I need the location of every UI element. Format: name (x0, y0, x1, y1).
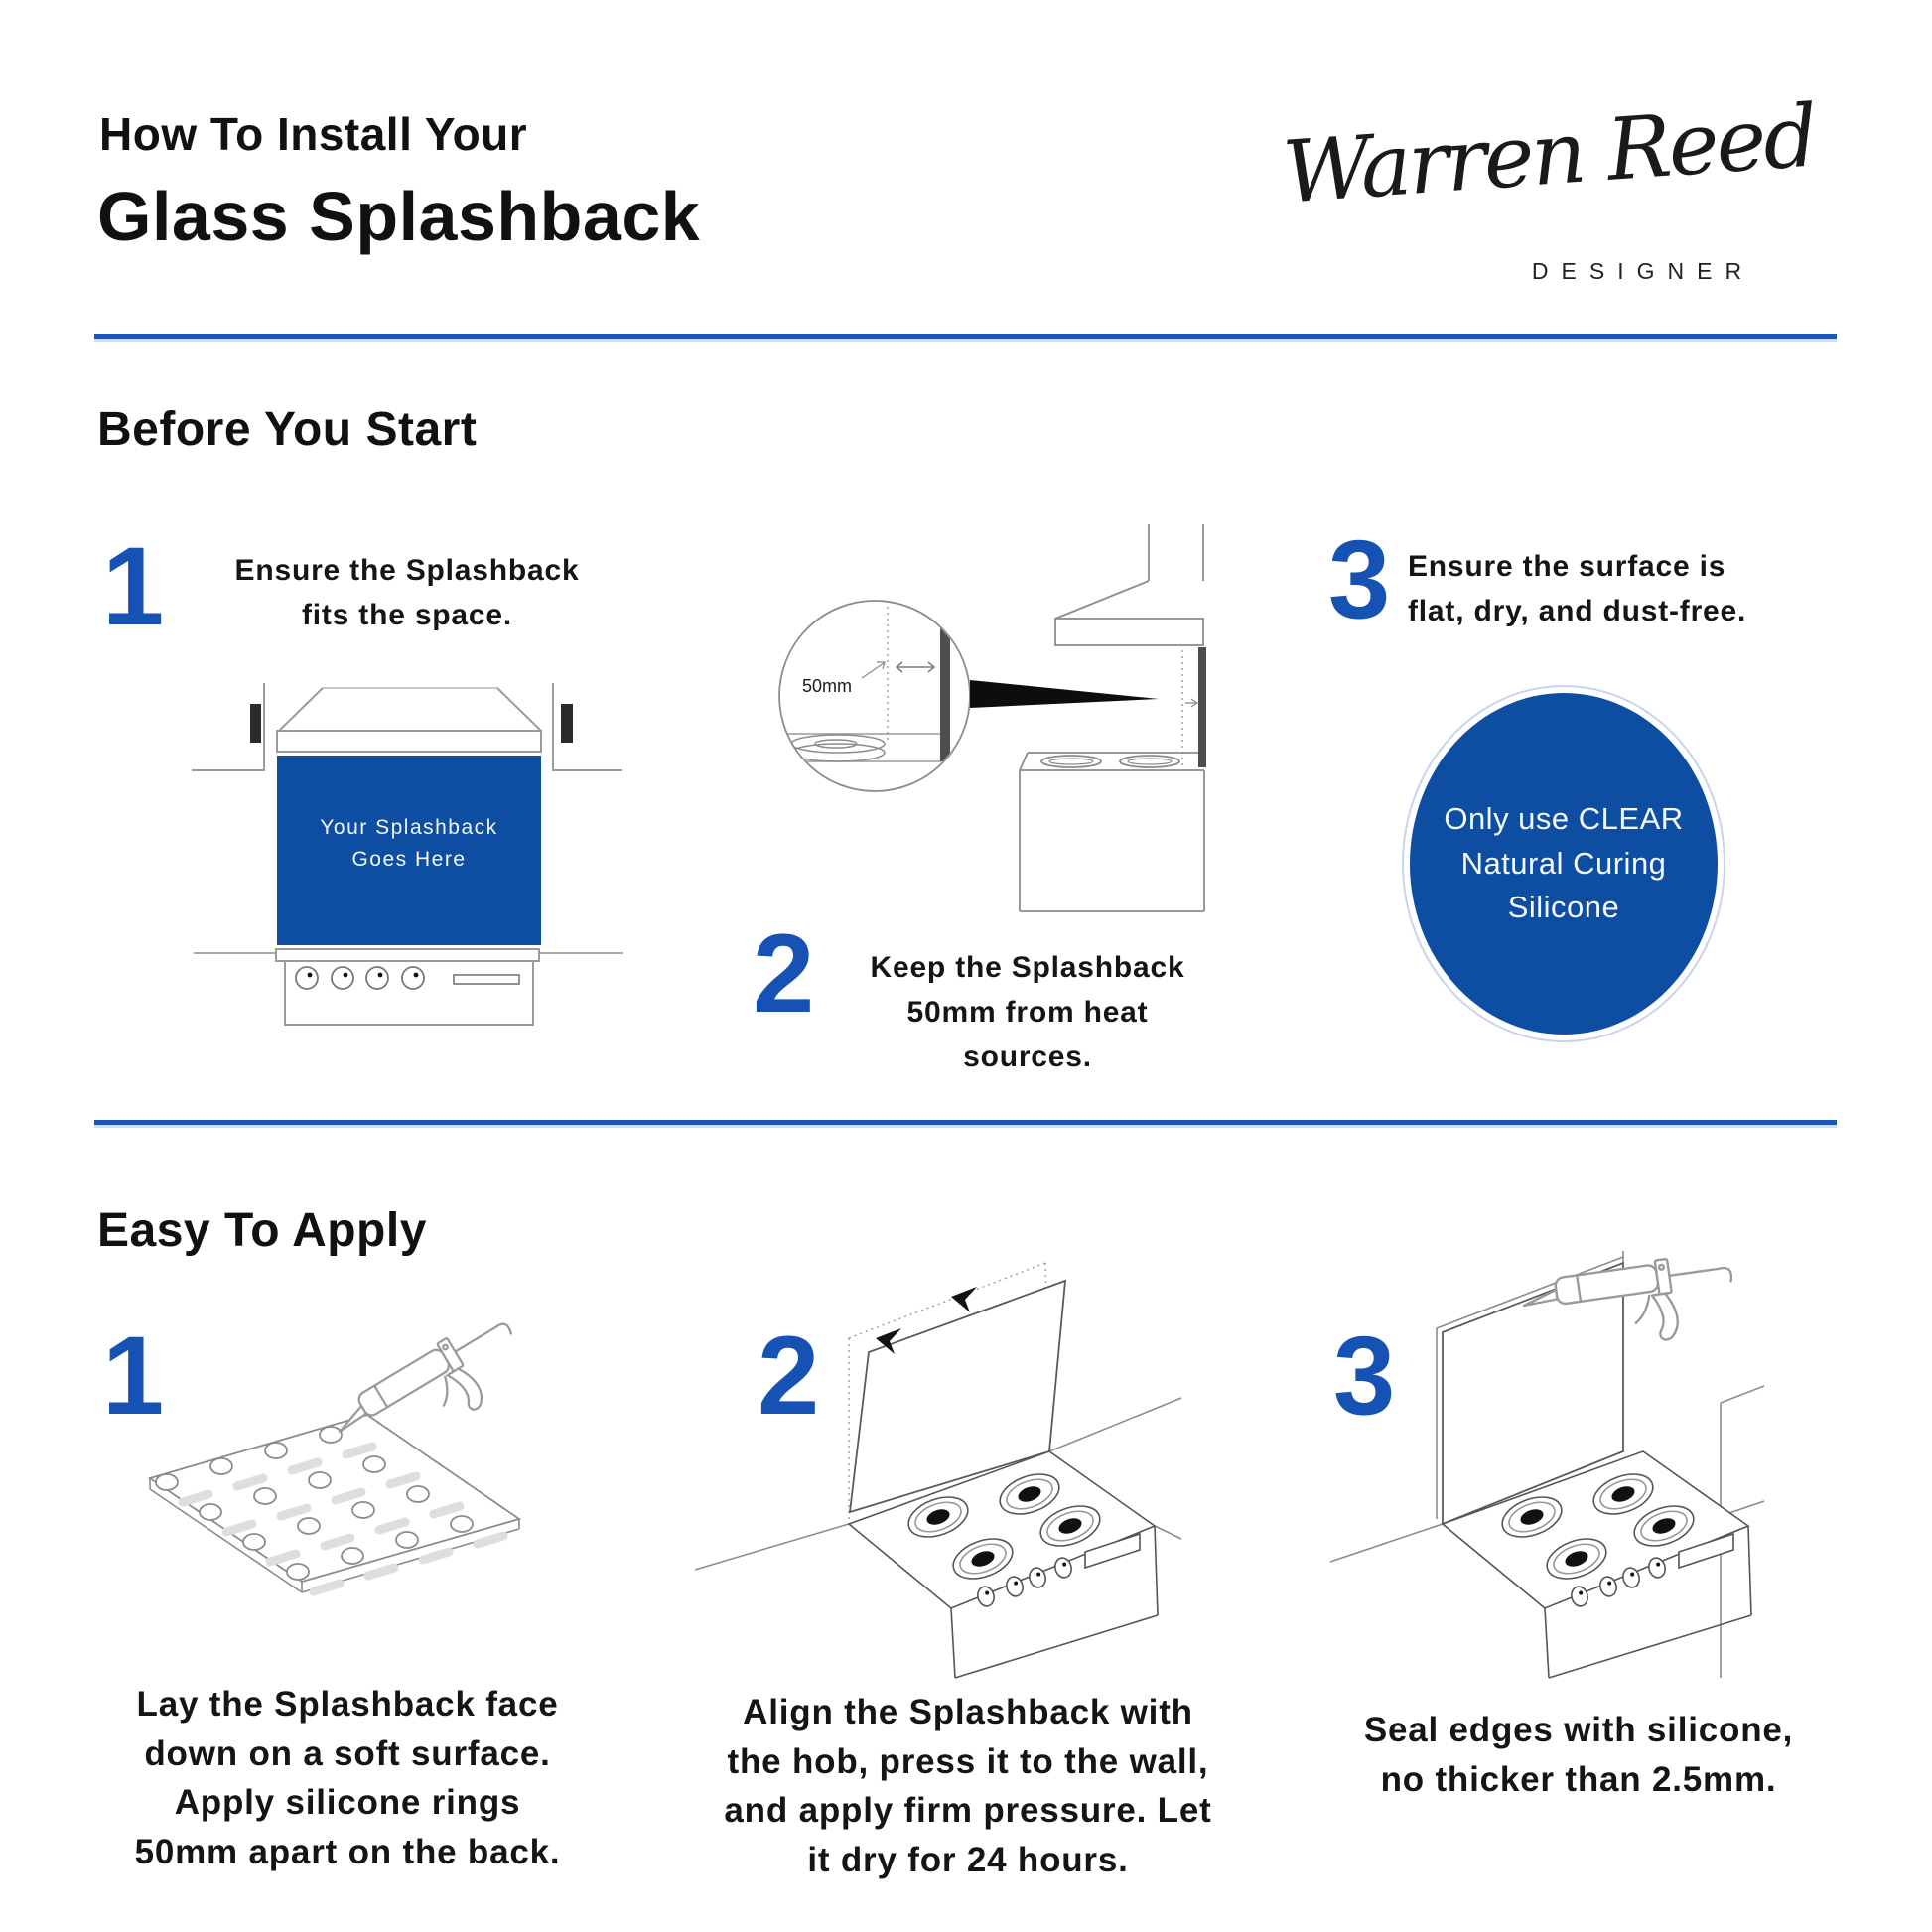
step-number-3: 3 (1328, 517, 1391, 641)
step-text-3: Ensure the surface is flat, dry, and dust-free. (1408, 550, 1747, 627)
cooker-hood-scene (1020, 524, 1204, 911)
worktop-bar (276, 949, 539, 961)
cooker-display (454, 975, 519, 984)
splashback-edge-zoom (940, 622, 950, 761)
cooker-front-panel (285, 961, 533, 1025)
press-arrow-icon (951, 1287, 977, 1312)
diagram-align-press (695, 1251, 1251, 1678)
diagram-splashback-fit (189, 683, 625, 1033)
hood-bottom-bar (277, 731, 541, 752)
zoom-pointer-wedge (970, 680, 1159, 708)
apply-step-number-2: 2 (758, 1313, 820, 1438)
measurement-label: 50mm (802, 676, 853, 696)
diagram-apply-silicone (79, 1313, 635, 1648)
cabinet-handle-left (250, 704, 261, 743)
section-heading-easy-to-apply: Easy To Apply (97, 1204, 427, 1257)
section-divider (94, 334, 1837, 339)
splashback-placeholder-line2: Goes Here (351, 848, 467, 871)
step-text-1: Ensure the Splashback fits the space. (234, 554, 580, 631)
step-text-2: Keep the Splashback 50mm from heat sources. (870, 951, 1185, 1073)
brand-signature: Warren Reed (1279, 86, 1819, 223)
hood-side-left (278, 688, 323, 732)
step-number-2: 2 (753, 911, 815, 1035)
hood-side-right (497, 688, 542, 732)
section-heading-before-you-start: Before You Start (97, 403, 478, 456)
apply-step-number-1: 1 (102, 1313, 165, 1438)
page-title: Glass Splashback (97, 178, 701, 255)
brand-logo (1281, 87, 1817, 296)
brand-subtitle: DESIGNER (1531, 258, 1755, 284)
apply-caption-1: Lay the Splashback face down on a soft surface. Apply silicone rings 50mm apart on the back. (134, 1685, 561, 1872)
apply-caption-3: Seal edges with silicone, no thicker than 2.5mm. (1363, 1711, 1794, 1799)
section-divider (94, 1120, 1837, 1125)
apply-step-number-3: 3 (1333, 1313, 1396, 1438)
cabinet-handle-right (561, 704, 573, 743)
page-title-kicker: How To Install Your (99, 108, 528, 160)
diagram-heat-clearance (764, 516, 1301, 963)
splashback-placeholder-line1: Your Splashback (320, 816, 498, 839)
silicone-note-badge: Only use CLEAR Natural Curing Silicone (1410, 693, 1718, 1035)
diagram-seal-edges (1320, 1251, 1932, 1678)
splashback-edge-wall (1198, 647, 1206, 767)
step-number-1: 1 (102, 524, 165, 648)
apply-caption-2: Align the Splashback with the hob, press it to the wall, and apply firm pressure. Let it dry for 24 hours. (724, 1693, 1212, 1880)
